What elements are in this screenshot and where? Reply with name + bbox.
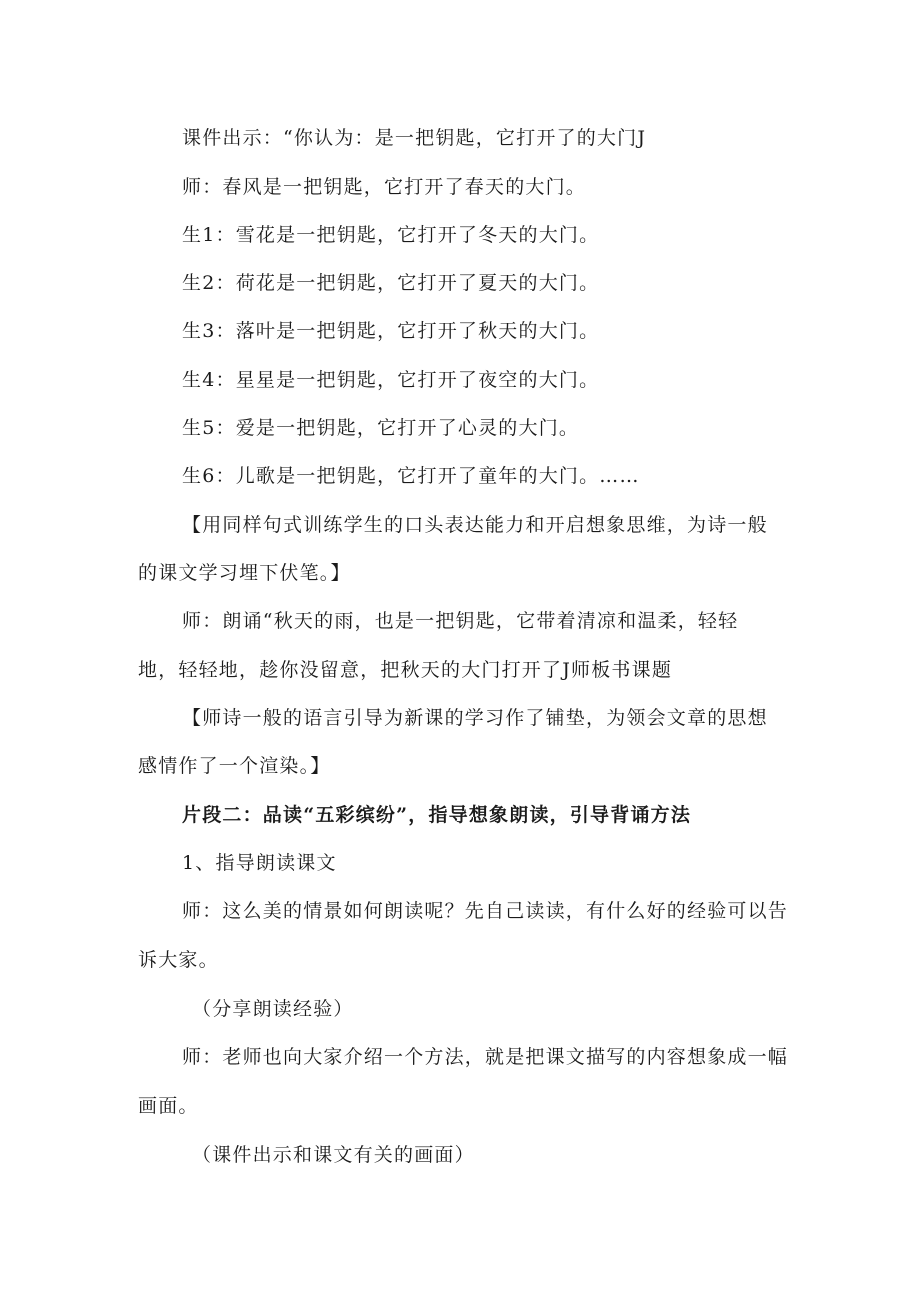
text-line: 师：老师也向大家介绍一个方法，就是把课文描写的内容想象成一幅 <box>182 1046 789 1068</box>
text-line: （课件出示和课文有关的画面） <box>192 1144 475 1166</box>
text-line: 画面。 <box>138 1095 199 1117</box>
text-line: 【师诗一般的语言引导为新课的学习作了铺垫，为领会文章的思想 <box>182 707 768 729</box>
text-line: 1、指导朗读课文 <box>182 852 337 874</box>
text-line: 生5：爱是一把钥匙，它打开了心灵的大门。 <box>182 417 580 439</box>
section-heading: 片段二：品读“五彩缤纷”，指导想象朗读，引导背诵方法 <box>182 804 692 826</box>
text-line: 地，轻轻地，趁你没留意，把秋天的大门打开了J师板书课题 <box>138 659 673 681</box>
text-line: 的课文学习埋下伏笔。】 <box>138 562 351 584</box>
text-line: 生4：星星是一把钥匙，它打开了夜空的大门。 <box>182 369 600 391</box>
text-line: 感情作了一个渲染。】 <box>138 755 331 777</box>
text-line: 师：春风是一把钥匙，它打开了春天的大门。 <box>182 176 587 198</box>
text-line: 生1：雪花是一把钥匙，它打开了冬天的大门。 <box>182 224 600 246</box>
text-line: 师：朗诵“秋天的雨，也是一把钥匙，它带着清凉和温柔，轻轻 <box>182 610 739 632</box>
text-line: 生6：儿歌是一把钥匙，它打开了童年的大门。…… <box>182 465 640 487</box>
text-line: 生3：落叶是一把钥匙，它打开了秋天的大门。 <box>182 320 600 342</box>
text-line: 师：这么美的情景如何朗读呢？先自己读读，有什么好的经验可以告 <box>182 900 789 922</box>
text-line: 诉大家。 <box>138 949 219 971</box>
text-line: （分享朗读经验） <box>192 998 354 1020</box>
text-line: 生2：荷花是一把钥匙，它打开了夏天的大门。 <box>182 272 600 294</box>
text-line: 【用同样句式训练学生的口头表达能力和开启想象思维，为诗一般 <box>182 514 768 536</box>
text-line: 课件出示：“你认为：是一把钥匙，它打开了的大门J <box>182 127 647 149</box>
